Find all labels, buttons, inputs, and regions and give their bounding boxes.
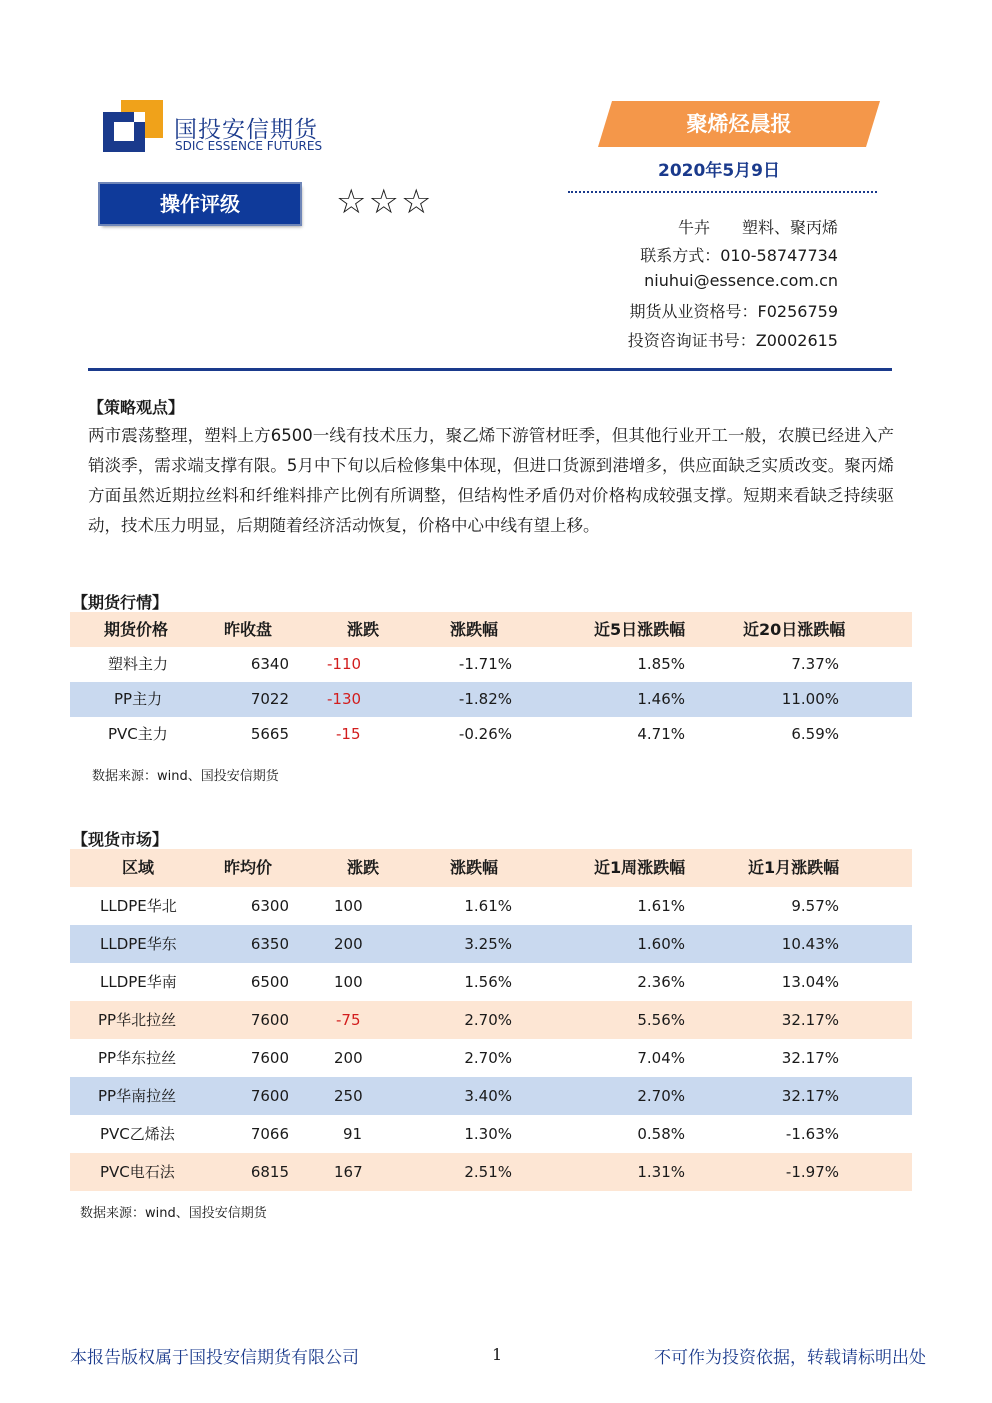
futures-d20: 6.59% bbox=[791, 725, 839, 743]
spot-m1: 32.17% bbox=[781, 1049, 839, 1067]
spot-price: 7066 bbox=[250, 1125, 289, 1143]
spot-change: 167 bbox=[334, 1163, 363, 1181]
dotted-divider bbox=[568, 191, 877, 193]
spot-pct: 2.51% bbox=[464, 1163, 512, 1181]
spot-w1: 1.60% bbox=[637, 935, 685, 953]
spot-m1: -1.97% bbox=[785, 1163, 839, 1181]
futures-header-row bbox=[70, 612, 912, 647]
table-row bbox=[70, 1115, 912, 1153]
futures-d20: 11.00% bbox=[781, 690, 839, 708]
futures-close: 5665 bbox=[250, 725, 289, 743]
table-row bbox=[70, 1077, 912, 1115]
futures-d5: 4.71% bbox=[637, 725, 685, 743]
spot-col-region: 区域 bbox=[122, 858, 155, 877]
rating-stars-icon: ☆☆☆ bbox=[336, 182, 434, 222]
futures-name: PP主力 bbox=[114, 690, 163, 708]
spot-price: 6300 bbox=[250, 897, 289, 915]
futures-change: -110 bbox=[327, 655, 362, 673]
futures-change: -130 bbox=[327, 690, 362, 708]
spot-m1: 32.17% bbox=[781, 1087, 839, 1105]
spot-m1: -1.63% bbox=[785, 1125, 839, 1143]
spot-w1: 1.61% bbox=[637, 897, 685, 915]
spot-change: 100 bbox=[334, 897, 363, 915]
spot-pct: 1.56% bbox=[464, 973, 512, 991]
spot-col-pct: 涨跌幅 bbox=[450, 858, 499, 877]
futures-d20: 7.37% bbox=[791, 655, 839, 673]
spot-w1: 2.36% bbox=[637, 973, 685, 991]
company-name-en: SDIC ESSENCE FUTURES bbox=[175, 139, 323, 153]
futures-pct: -1.71% bbox=[458, 655, 512, 673]
table-row bbox=[70, 925, 912, 963]
spot-w1: 0.58% bbox=[637, 1125, 685, 1143]
spot-price: 6815 bbox=[250, 1163, 289, 1181]
futures-pct: -0.26% bbox=[458, 725, 512, 743]
strategy-text: 两市震荡整理，塑料上方6500一线有技术压力，聚乙烯下游管材旺季，但其他行业开工一般，农膜已经进入产销淡季，需求端支撑有限。5月中下旬以后检修集中体现，但进口货源到港增多，供应面缺乏实质改变。聚丙烯方面虽然近期拉丝料和纤维料排产比例有所调整，但结构性矛盾仍对价格构成较强支撑。短期来看缺乏持续驱动，技术压力明显，后期随着经济活动恢复，价格中心中线有望上移。 bbox=[88, 426, 894, 535]
spot-w1: 2.70% bbox=[637, 1087, 685, 1105]
strategy-heading: 【策略观点】 bbox=[88, 398, 185, 417]
spot-w1: 5.56% bbox=[637, 1011, 685, 1029]
futures-col-d20: 近20日涨跌幅 bbox=[743, 620, 846, 639]
spot-pct: 3.25% bbox=[464, 935, 512, 953]
table-row bbox=[70, 682, 912, 717]
company-name-cn: 国投安信期货 bbox=[174, 117, 318, 143]
spot-col-change: 涨跌 bbox=[347, 858, 380, 877]
futures-source: 数据来源：wind、国投安信期货 bbox=[92, 769, 279, 784]
spot-col-price: 昨均价 bbox=[224, 858, 273, 877]
table-row bbox=[70, 647, 912, 682]
futures-name: PVC主力 bbox=[108, 725, 168, 743]
analyst-name: 牛卉 塑料、聚丙烯 bbox=[677, 218, 838, 237]
table-row bbox=[70, 717, 912, 752]
spot-m1: 32.17% bbox=[781, 1011, 839, 1029]
spot-m1: 13.04% bbox=[781, 973, 839, 991]
spot-price: 7600 bbox=[250, 1011, 289, 1029]
futures-pct: -1.82% bbox=[458, 690, 512, 708]
spot-name: PP华北拉丝 bbox=[98, 1011, 177, 1029]
spot-w1: 7.04% bbox=[637, 1049, 685, 1067]
table-row bbox=[70, 887, 912, 925]
spot-w1: 1.31% bbox=[637, 1163, 685, 1181]
futures-change: -15 bbox=[336, 725, 361, 743]
footer-disclaimer: 不可作为投资依据，转载请标明出处 bbox=[654, 1348, 926, 1368]
page-number: 1 bbox=[492, 1345, 503, 1364]
spot-pct: 3.40% bbox=[464, 1087, 512, 1105]
spot-price: 6500 bbox=[250, 973, 289, 991]
footer-copyright: 本报告版权属于国投安信期货有限公司 bbox=[70, 1348, 359, 1368]
spot-pct: 1.61% bbox=[464, 897, 512, 915]
table-row bbox=[70, 963, 912, 1001]
spot-name: LLDPE华北 bbox=[100, 897, 177, 915]
spot-name: PVC电石法 bbox=[100, 1163, 175, 1181]
spot-change: 100 bbox=[334, 973, 363, 991]
spot-header-row bbox=[70, 849, 912, 887]
spot-name: LLDPE华南 bbox=[100, 973, 177, 991]
spot-name: PP华东拉丝 bbox=[98, 1049, 177, 1067]
futures-col-d5: 近5日涨跌幅 bbox=[594, 620, 686, 639]
spot-m1: 9.57% bbox=[791, 897, 839, 915]
analyst-email: niuhui@essence.com.cn bbox=[644, 271, 838, 290]
analyst-certificate: 投资咨询证书号：Z0002615 bbox=[627, 331, 838, 350]
report-date: 2020年5月9日 bbox=[658, 161, 780, 181]
spot-price: 6350 bbox=[250, 935, 289, 953]
spot-change: 200 bbox=[334, 1049, 363, 1067]
company-logo-icon bbox=[103, 100, 163, 152]
spot-pct: 2.70% bbox=[464, 1011, 512, 1029]
spot-price: 7600 bbox=[250, 1087, 289, 1105]
table-row bbox=[70, 1039, 912, 1077]
futures-col-name: 期货价格 bbox=[104, 620, 169, 639]
futures-close: 7022 bbox=[250, 690, 289, 708]
spot-pct: 1.30% bbox=[464, 1125, 512, 1143]
spot-change: 250 bbox=[334, 1087, 363, 1105]
spot-col-w1: 近1周涨跌幅 bbox=[594, 858, 686, 877]
spot-name: LLDPE华东 bbox=[100, 935, 177, 953]
futures-close: 6340 bbox=[250, 655, 289, 673]
rating-label-text: 操作评级 bbox=[160, 192, 240, 216]
spot-m1: 10.43% bbox=[781, 935, 839, 953]
analyst-phone: 联系方式：010-58747734 bbox=[640, 246, 838, 265]
spot-source: 数据来源：wind、国投安信期货 bbox=[80, 1206, 267, 1221]
spot-change: 91 bbox=[343, 1125, 363, 1143]
report-title: 聚烯烃晨报 bbox=[686, 112, 792, 136]
spot-change: -75 bbox=[336, 1011, 361, 1029]
spot-change: 200 bbox=[334, 935, 363, 953]
futures-name: 塑料主力 bbox=[108, 655, 169, 673]
spot-table bbox=[70, 849, 912, 1191]
table-row bbox=[70, 1001, 912, 1039]
table-row bbox=[70, 1153, 912, 1191]
futures-heading: 【期货行情】 bbox=[72, 593, 169, 612]
futures-col-pct: 涨跌幅 bbox=[450, 620, 499, 639]
spot-price: 7600 bbox=[250, 1049, 289, 1067]
spot-name: PP华南拉丝 bbox=[98, 1087, 177, 1105]
spot-pct: 2.70% bbox=[464, 1049, 512, 1067]
spot-col-m1: 近1月涨跌幅 bbox=[748, 858, 840, 877]
analyst-qualification: 期货从业资格号：F0256759 bbox=[629, 302, 838, 321]
futures-col-change: 涨跌 bbox=[347, 620, 380, 639]
header-rule bbox=[88, 368, 892, 371]
futures-col-close: 昨收盘 bbox=[224, 620, 273, 639]
futures-d5: 1.85% bbox=[637, 655, 685, 673]
futures-table bbox=[70, 612, 912, 752]
spot-heading: 【现货市场】 bbox=[72, 830, 169, 849]
spot-name: PVC乙烯法 bbox=[100, 1125, 175, 1143]
futures-d5: 1.46% bbox=[637, 690, 685, 708]
rating-label bbox=[100, 184, 300, 224]
